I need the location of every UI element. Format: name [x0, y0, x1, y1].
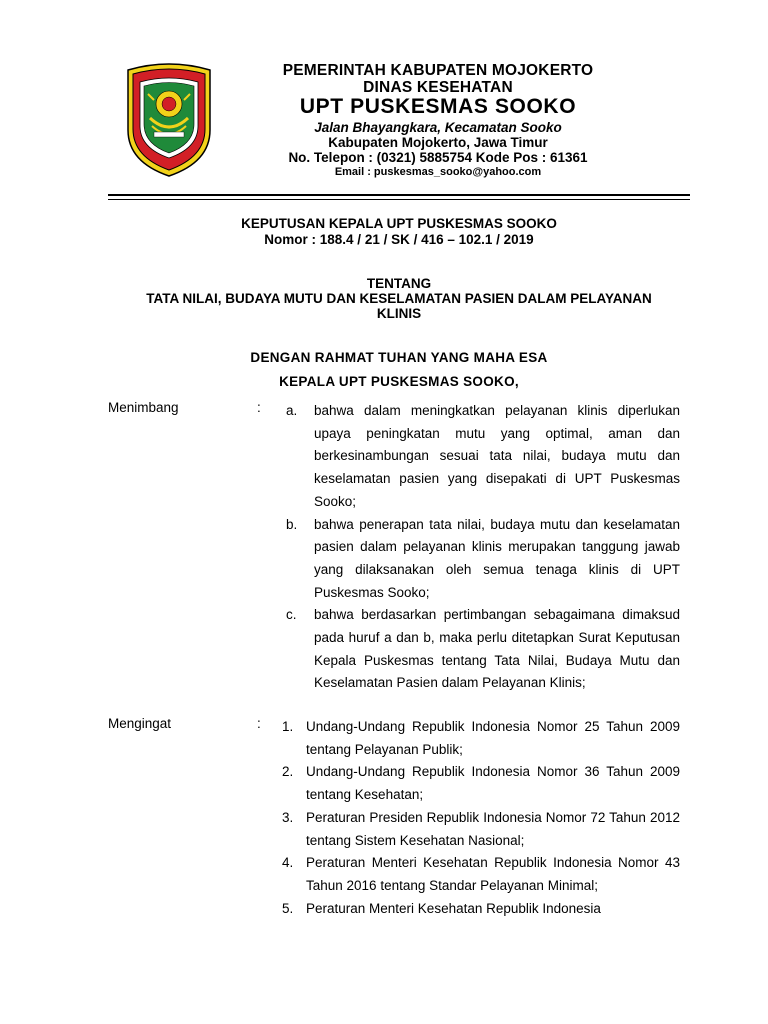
item-text: Peraturan Menteri Kesehatan Republik Indonesia: [306, 900, 601, 916]
decree-tentang: TENTANG: [366, 276, 432, 291]
mengingat-section: [0, 716, 768, 920]
menimbang-item: [286, 400, 680, 514]
item-text: bahwa penerapan tata nilai, budaya mutu dan keselamatan pasien dalam pelayanan klinis merupakan tanggung jawab yang dilaksanakan oleh semua tenaga klinis di UPT Puskesmas Sooko;: [314, 516, 680, 600]
letterhead-government: PEMERINTAH KABUPATEN MOJOKERTO: [282, 62, 594, 79]
letterhead-divider-thin: [108, 199, 690, 200]
letterhead-address-region: Kabupaten Mojokerto, Jawa Timur: [328, 135, 548, 150]
kabupaten-mojokerto-emblem-icon: [124, 60, 214, 178]
item-text: Peraturan Presiden Republik Indonesia Nomor 72 Tahun 2012 tentang Sistem Kesehatan Nasional;: [306, 809, 680, 848]
letterhead-department: DINAS KESEHATAN: [363, 79, 513, 96]
decree-title: KEPUTUSAN KEPALA UPT PUSKESMAS SOOKO: [241, 216, 557, 231]
mengingat-item: [282, 716, 680, 761]
mengingat-colon: :: [257, 716, 261, 731]
mengingat-item: [282, 807, 680, 852]
mengingat-item: [282, 852, 680, 897]
decree-authority: KEPALA UPT PUSKESMAS SOOKO,: [279, 374, 519, 389]
item-marker: 3.: [282, 809, 294, 825]
menimbang-section: [0, 400, 768, 695]
item-marker: 4.: [282, 855, 294, 871]
decree-subject-line2: KLINIS: [376, 306, 422, 321]
letterhead-address-street: Jalan Bhayangkara, Kecamatan Sooko: [314, 120, 562, 135]
menimbang-item: [286, 514, 680, 605]
menimbang-label: Menimbang: [108, 400, 179, 415]
item-marker: 5.: [282, 900, 294, 916]
item-marker: b.: [286, 516, 298, 532]
decree-number: Nomor : 188.4 / 21 / SK / 416 – 102.1 / 2019: [264, 232, 534, 247]
item-text: Peraturan Menteri Kesehatan Republik Indonesia Nomor 43 Tahun 2016 tentang Standar Pelayanan Minimal;: [306, 855, 680, 893]
menimbang-item: [286, 604, 680, 695]
item-marker: 2.: [282, 764, 294, 780]
item-text: bahwa berdasarkan pertimbangan sebagaimana dimaksud pada huruf a dan b, maka perlu ditetapkan Surat Keputusan Kepala Puskesmas tentang Tata Nilai, Budaya Mutu dan Keselamatan Pasien dalam Pelayanan Klinis;: [314, 607, 680, 691]
letterhead-institution: UPT PUSKESMAS SOOKO: [299, 95, 577, 118]
item-marker: 1.: [282, 719, 294, 734]
menimbang-colon: :: [257, 400, 261, 415]
item-text: bahwa dalam meningkatkan pelayanan klinis diperlukan upaya peningkatan mutu yang optimal, aman dan berkesinambungan sesuai tata nilai, budaya mutu dan keselamatan pasien yang disepakati di UPT Puskesmas Sooko;: [314, 403, 680, 509]
letterhead-email: Email : puskesmas_sooko@yahoo.com: [334, 166, 542, 178]
item-marker: c.: [286, 607, 297, 623]
item-text: Undang-Undang Republik Indonesia Nomor 36 Tahun 2009 tentang Kesehatan;: [306, 764, 680, 803]
mengingat-item: [282, 898, 680, 921]
mengingat-label: Mengingat: [108, 716, 172, 731]
decree-invocation: DENGAN RAHMAT TUHAN YANG MAHA ESA: [250, 350, 548, 365]
decree-subject-line1: TATA NILAI, BUDAYA MUTU DAN KESELAMATAN PASIEN DALAM PELAYANAN: [146, 291, 652, 306]
item-marker: a.: [286, 403, 298, 418]
item-text: Undang-Undang Republik Indonesia Nomor 25 Tahun 2009 tentang Pelayanan Publik;: [306, 719, 680, 757]
letterhead-phone: No. Telepon : (0321) 5885754 Kode Pos : 61361: [288, 150, 588, 165]
mengingat-item: [282, 761, 680, 806]
letterhead-divider-thick: [108, 194, 690, 196]
